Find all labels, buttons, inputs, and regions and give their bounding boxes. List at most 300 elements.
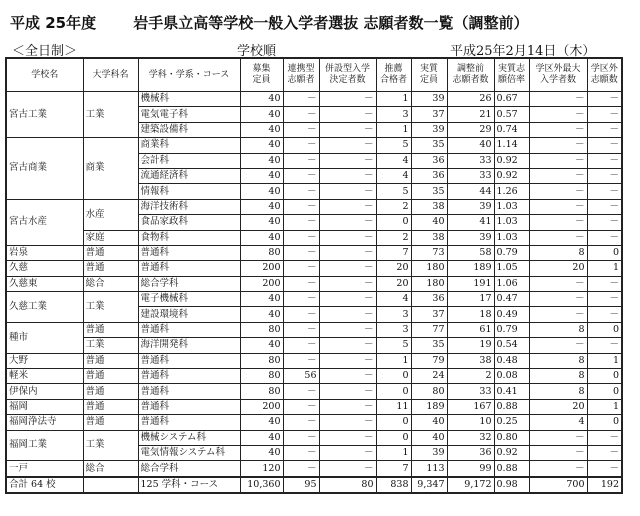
- value-cell: －: [587, 230, 622, 245]
- title-text: 岩手県立高等学校一般入学者選抜 志願者数一覧（調整前）: [133, 14, 529, 32]
- value-cell: 0.25: [494, 415, 529, 430]
- total-cell: 700: [529, 477, 587, 493]
- department-cell: 普通: [83, 245, 138, 260]
- column-header: 学区外 志願数: [587, 58, 622, 92]
- column-header: 募集 定員: [240, 58, 283, 92]
- school-name-cell: 岩泉: [6, 245, 83, 260]
- value-cell: －: [587, 199, 622, 214]
- value-cell: －: [283, 338, 319, 353]
- value-cell: －: [319, 369, 376, 384]
- value-cell: 0: [376, 415, 411, 430]
- value-cell: 3: [376, 322, 411, 337]
- value-cell: 39: [411, 92, 447, 107]
- value-cell: －: [587, 307, 622, 322]
- value-cell: －: [319, 461, 376, 477]
- value-cell: 167: [447, 399, 494, 414]
- department-cell: 工業: [83, 430, 138, 461]
- course-cell: 食品家政科: [138, 215, 240, 230]
- value-cell: －: [529, 276, 587, 291]
- value-cell: 1.05: [494, 261, 529, 276]
- value-cell: －: [283, 399, 319, 414]
- table-row: [6, 353, 622, 368]
- table-row: [6, 292, 622, 307]
- value-cell: 189: [447, 261, 494, 276]
- table-row: [6, 369, 622, 384]
- value-cell: 0: [376, 369, 411, 384]
- department-cell: 家庭: [83, 230, 138, 245]
- value-cell: －: [529, 92, 587, 107]
- total-cell: 125 学科・コース: [138, 477, 240, 493]
- department-cell: 工業: [83, 338, 138, 353]
- value-cell: －: [587, 338, 622, 353]
- value-cell: 4: [529, 415, 587, 430]
- value-cell: 0.48: [494, 353, 529, 368]
- header-row: [6, 58, 622, 92]
- value-cell: －: [587, 107, 622, 122]
- value-cell: －: [529, 107, 587, 122]
- school-name-cell: 一戸: [6, 461, 83, 477]
- value-cell: 10: [447, 415, 494, 430]
- value-cell: 40: [240, 168, 283, 183]
- school-name-cell: 福岡浄法寺: [6, 415, 83, 430]
- course-cell: 食物科: [138, 230, 240, 245]
- value-cell: 17: [447, 292, 494, 307]
- total-cell: 9,347: [411, 477, 447, 493]
- value-cell: 0: [376, 384, 411, 399]
- value-cell: 1: [587, 399, 622, 414]
- fiscal-year: 平成 25年度: [10, 14, 97, 32]
- total-cell: 192: [587, 477, 622, 493]
- value-cell: 40: [240, 92, 283, 107]
- table-row: [6, 261, 622, 276]
- value-cell: 0: [376, 430, 411, 445]
- school-name-cell: 軽米: [6, 369, 83, 384]
- value-cell: －: [529, 430, 587, 445]
- school-name-cell: 大野: [6, 353, 83, 368]
- value-cell: 32: [447, 430, 494, 445]
- course-cell: 流通経済科: [138, 168, 240, 183]
- table-row: [6, 399, 622, 414]
- total-cell: 838: [376, 477, 411, 493]
- value-cell: 5: [376, 138, 411, 153]
- value-cell: 0: [587, 322, 622, 337]
- value-cell: 40: [447, 138, 494, 153]
- value-cell: 40: [240, 122, 283, 137]
- department-cell: 商業: [83, 138, 138, 200]
- department-cell: 普通: [83, 369, 138, 384]
- value-cell: －: [319, 322, 376, 337]
- value-cell: －: [319, 230, 376, 245]
- value-cell: 0.88: [494, 461, 529, 477]
- value-cell: 20: [376, 276, 411, 291]
- department-cell: 工業: [83, 292, 138, 323]
- course-cell: 電子機械科: [138, 292, 240, 307]
- school-name-cell: 種市: [6, 322, 83, 353]
- total-cell: [83, 477, 138, 493]
- value-cell: 120: [240, 461, 283, 477]
- value-cell: 80: [411, 384, 447, 399]
- value-cell: 40: [411, 215, 447, 230]
- value-cell: 19: [447, 338, 494, 353]
- value-cell: 0.67: [494, 92, 529, 107]
- value-cell: 61: [447, 322, 494, 337]
- course-cell: 普通科: [138, 399, 240, 414]
- course-cell: 普通科: [138, 415, 240, 430]
- value-cell: －: [319, 92, 376, 107]
- value-cell: 80: [240, 245, 283, 260]
- total-cell: 10,360: [240, 477, 283, 493]
- department-cell: 普通: [83, 415, 138, 430]
- table-row: [6, 199, 622, 214]
- subheader: [12, 40, 620, 59]
- school-name-cell: 宮古水産: [6, 199, 83, 245]
- value-cell: 36: [447, 445, 494, 460]
- value-cell: －: [283, 461, 319, 477]
- value-cell: －: [529, 215, 587, 230]
- value-cell: 0.57: [494, 107, 529, 122]
- value-cell: 40: [240, 184, 283, 199]
- value-cell: －: [283, 307, 319, 322]
- value-cell: －: [319, 415, 376, 430]
- value-cell: 4: [376, 153, 411, 168]
- value-cell: －: [283, 122, 319, 137]
- department-cell: 普通: [83, 322, 138, 337]
- value-cell: 40: [240, 415, 283, 430]
- value-cell: 4: [376, 292, 411, 307]
- value-cell: －: [283, 430, 319, 445]
- value-cell: 39: [447, 230, 494, 245]
- value-cell: 1: [376, 92, 411, 107]
- value-cell: 1: [376, 353, 411, 368]
- value-cell: 1.03: [494, 199, 529, 214]
- value-cell: 80: [240, 369, 283, 384]
- value-cell: 5: [376, 184, 411, 199]
- value-cell: 79: [411, 353, 447, 368]
- value-cell: －: [283, 184, 319, 199]
- value-cell: 5: [376, 338, 411, 353]
- value-cell: －: [319, 245, 376, 260]
- value-cell: 99: [447, 461, 494, 477]
- value-cell: 40: [411, 415, 447, 430]
- value-cell: 200: [240, 261, 283, 276]
- value-cell: 8: [529, 369, 587, 384]
- value-cell: －: [319, 353, 376, 368]
- value-cell: －: [319, 107, 376, 122]
- value-cell: 40: [411, 430, 447, 445]
- value-cell: 20: [529, 261, 587, 276]
- value-cell: 40: [240, 230, 283, 245]
- value-cell: －: [283, 245, 319, 260]
- column-header: 学区外最大 入学者数: [529, 58, 587, 92]
- school-name-cell: 久慈工業: [6, 292, 83, 323]
- course-cell: 普通科: [138, 261, 240, 276]
- table-row: [6, 430, 622, 445]
- value-cell: 39: [447, 199, 494, 214]
- value-cell: 0.92: [494, 168, 529, 183]
- value-cell: －: [529, 292, 587, 307]
- value-cell: 39: [411, 445, 447, 460]
- value-cell: －: [319, 292, 376, 307]
- value-cell: 191: [447, 276, 494, 291]
- value-cell: －: [319, 430, 376, 445]
- value-cell: －: [283, 445, 319, 460]
- value-cell: －: [587, 215, 622, 230]
- value-cell: －: [587, 445, 622, 460]
- value-cell: 26: [447, 92, 494, 107]
- value-cell: －: [529, 230, 587, 245]
- value-cell: 0: [587, 369, 622, 384]
- column-header: 学科・学系・コース: [138, 58, 240, 92]
- value-cell: －: [319, 276, 376, 291]
- value-cell: 0: [376, 215, 411, 230]
- column-header: 学校名: [6, 58, 83, 92]
- value-cell: 1.14: [494, 138, 529, 153]
- value-cell: 180: [411, 276, 447, 291]
- value-cell: 38: [447, 353, 494, 368]
- value-cell: 200: [240, 276, 283, 291]
- department-cell: 普通: [83, 384, 138, 399]
- column-header: 実質志 願倍率: [494, 58, 529, 92]
- value-cell: 21: [447, 107, 494, 122]
- value-cell: －: [529, 122, 587, 137]
- total-cell: 9,172: [447, 477, 494, 493]
- value-cell: 0.80: [494, 430, 529, 445]
- value-cell: 40: [240, 153, 283, 168]
- value-cell: －: [283, 384, 319, 399]
- course-cell: 普通科: [138, 353, 240, 368]
- value-cell: 113: [411, 461, 447, 477]
- value-cell: 36: [411, 292, 447, 307]
- value-cell: －: [587, 292, 622, 307]
- value-cell: 33: [447, 384, 494, 399]
- value-cell: 40: [240, 445, 283, 460]
- value-cell: －: [587, 122, 622, 137]
- value-cell: －: [529, 138, 587, 153]
- value-cell: 189: [411, 399, 447, 414]
- value-cell: 2: [376, 230, 411, 245]
- value-cell: 11: [376, 399, 411, 414]
- value-cell: 20: [376, 261, 411, 276]
- value-cell: 3: [376, 307, 411, 322]
- total-cell: 80: [319, 477, 376, 493]
- value-cell: 0.92: [494, 153, 529, 168]
- value-cell: －: [587, 461, 622, 477]
- course-cell: 普通科: [138, 384, 240, 399]
- value-cell: －: [587, 184, 622, 199]
- value-cell: －: [529, 445, 587, 460]
- school-name-cell: 宮古工業: [6, 92, 83, 138]
- value-cell: 37: [411, 307, 447, 322]
- value-cell: 58: [447, 245, 494, 260]
- school-name-cell: 宮古商業: [6, 138, 83, 200]
- value-cell: 0.41: [494, 384, 529, 399]
- value-cell: －: [587, 276, 622, 291]
- value-cell: －: [529, 307, 587, 322]
- value-cell: －: [283, 261, 319, 276]
- applicants-table: [5, 57, 623, 494]
- value-cell: 0.49: [494, 307, 529, 322]
- value-cell: 80: [240, 384, 283, 399]
- department-cell: 普通: [83, 261, 138, 276]
- value-cell: －: [319, 153, 376, 168]
- value-cell: 0: [587, 415, 622, 430]
- value-cell: 1: [587, 353, 622, 368]
- value-cell: －: [283, 415, 319, 430]
- course-cell: 建築設備科: [138, 122, 240, 137]
- value-cell: 40: [240, 307, 283, 322]
- value-cell: 1.03: [494, 230, 529, 245]
- school-name-cell: 福岡: [6, 399, 83, 414]
- course-cell: 海洋開発科: [138, 338, 240, 353]
- course-cell: 商業科: [138, 138, 240, 153]
- course-cell: 普通科: [138, 369, 240, 384]
- value-cell: －: [529, 168, 587, 183]
- column-header: 実質 定員: [411, 58, 447, 92]
- table-row: [6, 230, 622, 245]
- value-cell: 40: [240, 107, 283, 122]
- value-cell: 2: [376, 199, 411, 214]
- value-cell: 8: [529, 245, 587, 260]
- value-cell: －: [283, 353, 319, 368]
- course-cell: 普通科: [138, 322, 240, 337]
- value-cell: 8: [529, 384, 587, 399]
- value-cell: 33: [447, 153, 494, 168]
- value-cell: －: [319, 215, 376, 230]
- value-cell: －: [319, 307, 376, 322]
- value-cell: －: [283, 322, 319, 337]
- column-header: 大学科名: [83, 58, 138, 92]
- value-cell: 33: [447, 168, 494, 183]
- course-cell: 会計科: [138, 153, 240, 168]
- column-header: 調整前 志願者数: [447, 58, 494, 92]
- value-cell: 35: [411, 184, 447, 199]
- value-cell: －: [587, 138, 622, 153]
- table-row: [6, 461, 622, 477]
- value-cell: 0: [587, 245, 622, 260]
- category-label: ＜全日制＞: [12, 44, 78, 59]
- school-name-cell: 久慈: [6, 261, 83, 276]
- value-cell: 40: [240, 215, 283, 230]
- value-cell: 40: [240, 199, 283, 214]
- value-cell: 0.47: [494, 292, 529, 307]
- course-cell: 情報科: [138, 184, 240, 199]
- value-cell: －: [319, 384, 376, 399]
- department-cell: 水産: [83, 199, 138, 230]
- table-row: [6, 384, 622, 399]
- value-cell: －: [319, 399, 376, 414]
- course-cell: 総合学科: [138, 276, 240, 291]
- value-cell: －: [283, 292, 319, 307]
- value-cell: 3: [376, 107, 411, 122]
- value-cell: 1.03: [494, 215, 529, 230]
- course-cell: 機械システム科: [138, 430, 240, 445]
- course-cell: 建設環境科: [138, 307, 240, 322]
- value-cell: －: [283, 215, 319, 230]
- total-row: [6, 477, 622, 493]
- value-cell: 39: [411, 122, 447, 137]
- value-cell: 35: [411, 138, 447, 153]
- column-header: 連携型 志願者: [283, 58, 319, 92]
- value-cell: －: [529, 199, 587, 214]
- value-cell: 0.08: [494, 369, 529, 384]
- value-cell: 36: [411, 153, 447, 168]
- value-cell: 0.79: [494, 322, 529, 337]
- value-cell: 41: [447, 215, 494, 230]
- value-cell: 7: [376, 245, 411, 260]
- value-cell: 35: [411, 338, 447, 353]
- value-cell: －: [319, 338, 376, 353]
- value-cell: 38: [411, 230, 447, 245]
- course-cell: 総合学科: [138, 461, 240, 477]
- value-cell: －: [283, 199, 319, 214]
- value-cell: 0.74: [494, 122, 529, 137]
- value-cell: 40: [240, 138, 283, 153]
- value-cell: 40: [240, 338, 283, 353]
- total-cell: 95: [283, 477, 319, 493]
- value-cell: 73: [411, 245, 447, 260]
- department-cell: 工業: [83, 92, 138, 138]
- value-cell: －: [283, 153, 319, 168]
- table-row: [6, 245, 622, 260]
- value-cell: －: [319, 184, 376, 199]
- school-name-cell: 伊保内: [6, 384, 83, 399]
- value-cell: －: [319, 199, 376, 214]
- course-cell: 海洋技術科: [138, 199, 240, 214]
- table-row: [6, 276, 622, 291]
- value-cell: －: [283, 107, 319, 122]
- value-cell: －: [319, 168, 376, 183]
- value-cell: 38: [411, 199, 447, 214]
- date-label: 平成25年2月14日（木）: [450, 44, 596, 59]
- value-cell: 18: [447, 307, 494, 322]
- value-cell: 4: [376, 168, 411, 183]
- department-cell: 普通: [83, 399, 138, 414]
- value-cell: －: [529, 461, 587, 477]
- value-cell: －: [587, 430, 622, 445]
- value-cell: －: [319, 122, 376, 137]
- course-cell: 電気電子科: [138, 107, 240, 122]
- order-label: 学校順: [237, 44, 277, 59]
- value-cell: 37: [411, 107, 447, 122]
- value-cell: 29: [447, 122, 494, 137]
- value-cell: －: [283, 276, 319, 291]
- column-header: 推薦 合格者: [376, 58, 411, 92]
- table-body: [6, 92, 622, 494]
- value-cell: 40: [240, 430, 283, 445]
- value-cell: 200: [240, 399, 283, 414]
- value-cell: 0: [587, 384, 622, 399]
- value-cell: 2: [447, 369, 494, 384]
- value-cell: 80: [240, 353, 283, 368]
- department-cell: 総合: [83, 276, 138, 291]
- value-cell: －: [319, 261, 376, 276]
- total-cell: 0.98: [494, 477, 529, 493]
- value-cell: 8: [529, 353, 587, 368]
- value-cell: －: [529, 338, 587, 353]
- value-cell: 24: [411, 369, 447, 384]
- value-cell: －: [587, 168, 622, 183]
- value-cell: 36: [411, 168, 447, 183]
- table-row: [6, 415, 622, 430]
- value-cell: －: [587, 92, 622, 107]
- value-cell: －: [283, 138, 319, 153]
- value-cell: －: [319, 138, 376, 153]
- value-cell: －: [283, 92, 319, 107]
- table-row: [6, 92, 622, 107]
- value-cell: 8: [529, 322, 587, 337]
- value-cell: 20: [529, 399, 587, 414]
- school-name-cell: 久慈東: [6, 276, 83, 291]
